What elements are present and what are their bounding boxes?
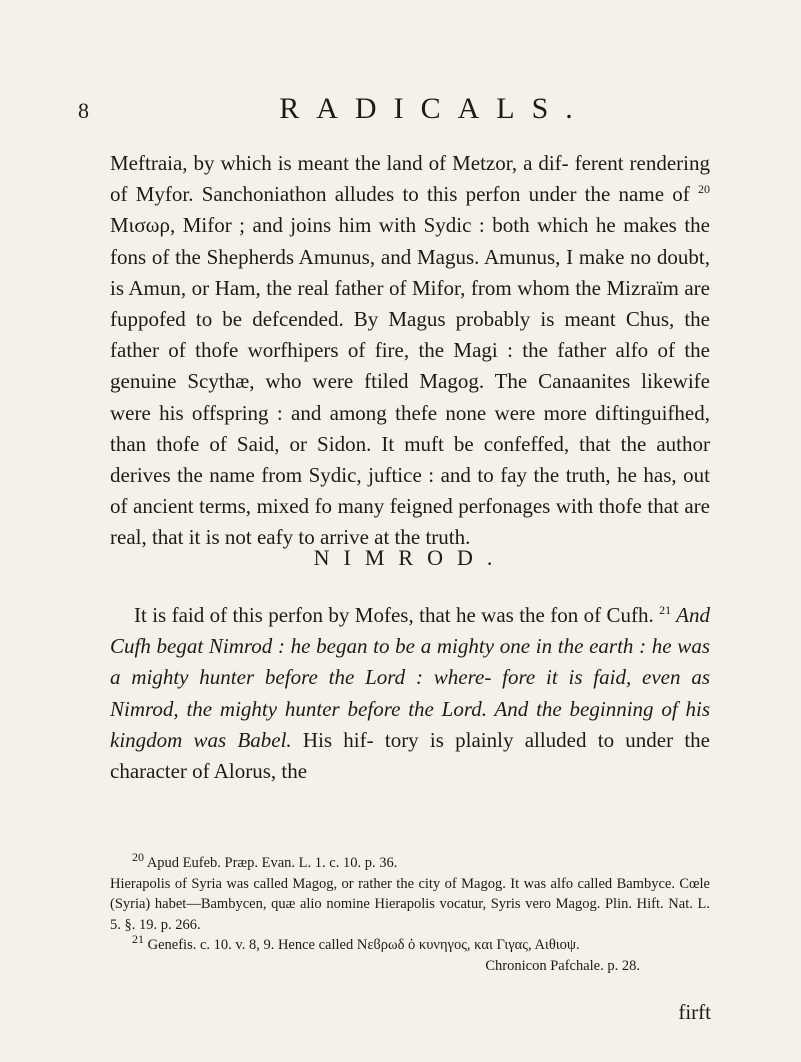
paragraph-mesraim [110,148,710,554]
footnote-ref-20[interactable]: 20 [698,182,710,197]
footnote-21-line1: Genefis. c. 10. v. 8, 9. Hence called Νεϐρωδ ὁ κυνηγος, και Γιγας, Αιθιοψ. [144,937,580,954]
catchword: firft [678,1000,711,1024]
footnote-number-20: 20 [132,850,144,865]
page-number: 8 [78,98,89,123]
footnote-21 [110,932,710,956]
section-heading-nimrod: NIMROD. [313,545,507,570]
greek-misor: Μισωρ [110,213,170,238]
footnote-20-rest: Hierapolis of Syria was called Magog, or rather the city of Magog. It was alfo called Bambyce. Cœle (Syria) habet—Bambycen, quæ alio nomine Hierapolis vocatur, Syris vero Magog. Plin. Hift. Nat. L. 5. §. 19. p. 266. [110,875,710,933]
footnote-20 [110,850,710,874]
footnotes [110,850,710,977]
paragraph-text-cont: , Mifor ; and joins him with Sydic : both which he makes the fons of the Shepherds Amunus, and Magus. Amunus, I make no doubt, is Amun, or Ham, the real father of Mifor, from whom the Mizraïm are fuppofed to be defcended. By Magus probably is meant Chus, the father of thofe worfhipers of fire, the Magi : the father alfo of the genuine Scythæ, who were ftiled Magog. The Canaanites likewife were his offspring : and among thefe none were more diftinguifhed, than thofe of Said, or Sidon. It muft be confeffed, that the author derives the name from Sydic, juftice : and to fay the truth, he has, out of ancient terms, mixed fo many feigned perfonages with thofe that are real, that it is not eafy to arrive at the truth. [110,213,710,550]
footnote-ref-21[interactable]: 21 [659,603,672,617]
footnote-20-line1: Apud Eufeb. Præp. Evan. L. 1. c. 10. p. 36. [144,855,398,871]
scripture-quote: And Cufh begat Nimrod : he began to be a mighty one in the earth : he was a mighty hunter before the Lord : where- fore it is faid, even as Nimrod, the mighty hunter before the Lord. And the beginning of his kingdom was Babel. [110,603,710,752]
running-head-title: RADICALS. [279,92,590,125]
paragraph-text: Meftraia, by which is meant the land of Metzor, a dif- ferent rendering of Myfor. Sanchoniathon alludes to this perfon under the name of [110,151,710,207]
footnote-number-21: 21 [132,932,144,947]
paragraph-text: It is faid of this perfon by Mofes, that he was the fon of Cufh. [134,603,660,627]
running-head [78,92,731,132]
paragraph-text-cont: His hif- tory is plainly alluded to under the character of Alorus, the [110,727,710,784]
footnote-21-source: Chronicon Pafchale. p. 28. [485,957,640,974]
paragraph-nimrod [110,600,710,787]
